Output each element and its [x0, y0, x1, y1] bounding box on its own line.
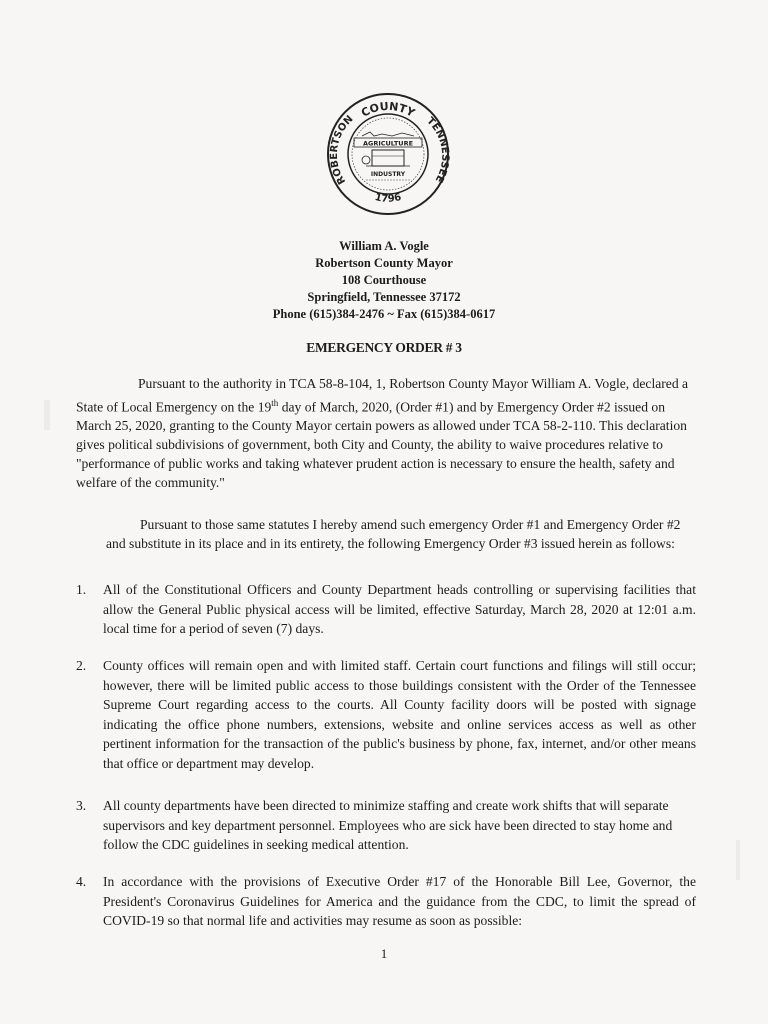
item-text: All of the Constitutional Officers and County Department heads controlling or supervising facilities that allow the General Public physical access will be limited, effective Saturday, March 28, 2020 at 12:01 a.m. local time for a period of seven (7) days. — [103, 582, 696, 637]
intro-text-end: day of March, 2020, (Order #1) and by Emergency Order #2 issued on March 25, 2020, granting to the County Mayor certain powers as allowed under TCA 58-2-110. This declaration gives political subdivisions of government, both City and County, the ability to waive procedures relative to "performance of public works and taking whatever prudent action is necessary to ensure the health, safety and welfare of the community." — [76, 399, 687, 490]
office-phone: Phone (615)384-2476 ~ Fax (615)384-0617 — [272, 307, 496, 321]
scan-smudge — [44, 400, 50, 430]
item-number: 4. — [76, 874, 87, 889]
scan-smudge — [736, 840, 740, 880]
intro-superscript: th — [271, 397, 279, 408]
office-address: 108 Courthouse — [341, 273, 427, 287]
letterhead — [0, 238, 768, 323]
intro-paragraph — [76, 375, 696, 492]
item-number: 2. — [76, 658, 87, 673]
item-text: County offices will remain open and with limited staff. Certain court functions and filings will still occur; however, there will be limited public access to those buildings consistent with the Order of the Tennessee Supreme Court regarding access to the courts. All County facility doors will be posted with signage indicating the office phone numbers, extensions, website and online services access as well as other pertinent information for the transaction of the public's business by phone, fax, internet, and/or other means that office or department may develop. — [103, 658, 696, 771]
seal-top-text: COUNTY — [359, 99, 417, 120]
list-item — [76, 580, 696, 639]
intro-text-start: Pursuant to the authority in TCA 58-8-104, 1, Robertson County Mayor William A. Vogle, declared a State of Local Emergency on the 19 — [76, 376, 689, 415]
mayor-name: William A. Vogle — [339, 239, 429, 253]
amendment-paragraph: Pursuant to those same statutes I hereby amend such emergency Order #1 and Emergency Order #2 and substitute in its place and in its entirety, the following Emergency Order #3 issued herein as follows: — [106, 517, 681, 551]
seal-band-top: AGRICULTURE — [362, 139, 414, 148]
order-title: EMERGENCY ORDER # 3 — [306, 340, 462, 355]
item-number: 1. — [76, 582, 87, 597]
seal-left-text: ROBERTSON — [328, 113, 356, 186]
office-city: Springfield, Tennessee 37172 — [307, 290, 461, 304]
list-item — [76, 796, 696, 855]
county-seal-icon — [326, 92, 450, 216]
item-text: All county departments have been directed to minimize staffing and create work shifts that will separate supervisors and key department personnel. Employees who are sick have been directed to stay home and follow the CDC guidelines in seeking medical attention. — [103, 798, 673, 853]
item-number: 3. — [76, 798, 87, 813]
svg-text:COUNTY — [359, 100, 418, 120]
list-item — [76, 656, 696, 774]
seal-right-text: TENNESSEE — [424, 115, 450, 185]
page-number: 1 — [380, 946, 388, 961]
list-item — [76, 872, 696, 931]
mayor-title: Robertson County Mayor — [315, 256, 453, 270]
item-text: In accordance with the provisions of Executive Order #17 of the Honorable Bill Lee, Governor, the President's Coronavirus Guidelines for America and the guidance from the CDC, to limit the spread of COVID-19 so that normal life and activities may resume as soon as possible: — [103, 874, 696, 929]
seal-year: 1796 — [373, 191, 403, 205]
seal-band-bottom: INDUSTRY — [370, 171, 406, 178]
